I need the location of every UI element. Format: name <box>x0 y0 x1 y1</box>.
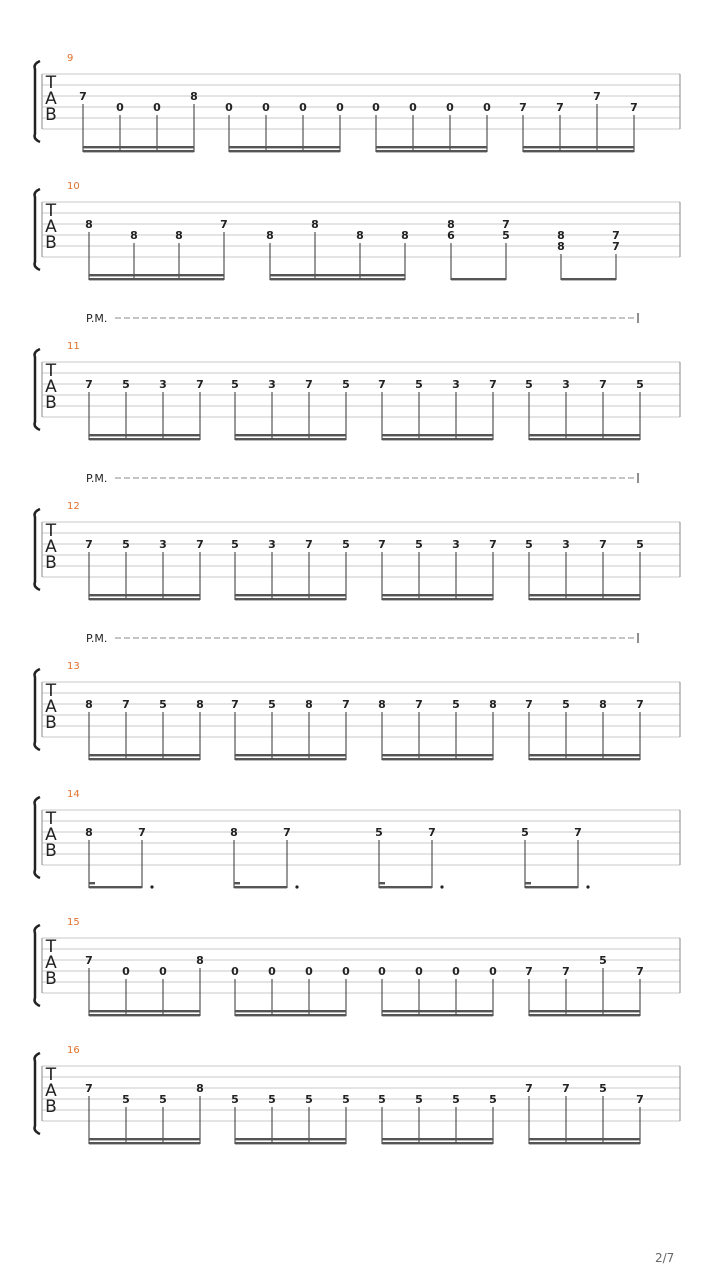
fret-number: 5 <box>452 1093 460 1106</box>
fret-number: 5 <box>378 1093 386 1106</box>
system-bracket <box>35 925 40 1006</box>
beam-secondary <box>235 758 346 760</box>
fret-number: 8 <box>356 229 364 242</box>
measure-number: 15 <box>67 917 80 928</box>
fret-number: 5 <box>122 378 130 391</box>
beam-primary <box>561 278 616 280</box>
beam-secondary <box>89 1014 200 1016</box>
fret-number: 7 <box>562 1082 570 1095</box>
fret-number: 0 <box>372 101 380 114</box>
palm-mute-label: P.M. <box>86 632 108 645</box>
fret-number: 3 <box>562 378 570 391</box>
fret-number: 3 <box>159 538 167 551</box>
fret-number: 0 <box>153 101 161 114</box>
beam-secondary <box>382 1142 493 1144</box>
beam-primary <box>89 594 200 596</box>
page-number: 2/7 <box>655 1251 675 1265</box>
fret-number: 7 <box>85 378 93 391</box>
fret-number: 7 <box>562 965 570 978</box>
fret-number: 5 <box>231 538 239 551</box>
fret-number: 7 <box>599 378 607 391</box>
beam-secondary <box>89 1142 200 1144</box>
beam-secondary <box>523 150 634 152</box>
fret-number: 0 <box>446 101 454 114</box>
beam-primary <box>235 594 346 596</box>
beam-secondary <box>235 1142 346 1144</box>
tab-clef-letter: A <box>45 953 57 973</box>
beam-primary <box>382 434 493 436</box>
tab-clef-letter: A <box>45 537 57 557</box>
tab-clef-letter: A <box>45 825 57 845</box>
dot-duration <box>586 885 589 888</box>
fret-number: 7 <box>220 218 228 231</box>
fret-number: 0 <box>159 965 167 978</box>
fret-number: 7 <box>231 698 239 711</box>
beam-partial <box>525 882 531 884</box>
fret-number: 0 <box>409 101 417 114</box>
beam-primary <box>382 1138 493 1140</box>
beam-primary <box>89 1138 200 1140</box>
beam-primary <box>270 278 405 280</box>
fret-number: 5 <box>268 698 276 711</box>
fret-number: 0 <box>262 101 270 114</box>
fret-number: 7 <box>122 698 130 711</box>
fret-number: 7 <box>415 698 423 711</box>
beam-secondary <box>382 438 493 440</box>
fret-number: 7 <box>612 229 620 242</box>
fret-number: 5 <box>159 1093 167 1106</box>
fret-number: 8 <box>85 698 93 711</box>
beam-primary <box>382 1010 493 1012</box>
system-bracket <box>35 189 40 270</box>
fret-number: 5 <box>305 1093 313 1106</box>
fret-number: 5 <box>415 538 423 551</box>
tab-clef-letter: A <box>45 1081 57 1101</box>
beam-secondary <box>83 150 194 152</box>
fret-number: 5 <box>525 538 533 551</box>
fret-number: 0 <box>231 965 239 978</box>
fret-number: 0 <box>452 965 460 978</box>
system-bracket <box>35 61 40 142</box>
tab-system <box>35 312 680 440</box>
beam-secondary <box>382 758 493 760</box>
beam-primary <box>376 146 487 148</box>
fret-number: 8 <box>401 229 409 242</box>
fret-number: 5 <box>268 1093 276 1106</box>
fret-number: 3 <box>268 538 276 551</box>
beam-secondary <box>382 1014 493 1016</box>
fret-number: 7 <box>574 826 582 839</box>
beam-primary <box>234 886 287 888</box>
fret-number: 3 <box>452 378 460 391</box>
beam-primary <box>382 594 493 596</box>
fret-number: 8 <box>599 698 607 711</box>
beam-primary <box>235 754 346 756</box>
beam-secondary <box>235 438 346 440</box>
beam-primary <box>525 886 578 888</box>
fret-number: 3 <box>562 538 570 551</box>
fret-number: 0 <box>415 965 423 978</box>
beam-primary <box>529 434 640 436</box>
fret-number: 8 <box>196 1082 204 1095</box>
fret-number: 6 <box>447 229 455 242</box>
fret-number: 7 <box>502 218 510 231</box>
fret-number: 7 <box>196 378 204 391</box>
fret-number: 5 <box>636 538 644 551</box>
fret-number: 5 <box>231 378 239 391</box>
fret-number: 7 <box>489 378 497 391</box>
system-bracket <box>35 509 40 590</box>
beam-secondary <box>529 1014 640 1016</box>
fret-number: 5 <box>562 698 570 711</box>
fret-number: 0 <box>305 965 313 978</box>
beam-primary <box>529 754 640 756</box>
fret-number: 7 <box>138 826 146 839</box>
fret-number: 7 <box>525 1082 533 1095</box>
beam-secondary <box>89 758 200 760</box>
fret-number: 5 <box>489 1093 497 1106</box>
beam-primary <box>89 886 142 888</box>
fret-number: 5 <box>122 538 130 551</box>
beam-primary <box>229 146 340 148</box>
fret-number: 0 <box>299 101 307 114</box>
beam-secondary <box>89 598 200 600</box>
tab-clef-letter: B <box>45 841 57 861</box>
fret-number: 8 <box>305 698 313 711</box>
tab-system <box>35 53 680 152</box>
fret-number: 5 <box>502 229 510 242</box>
fret-number: 7 <box>85 538 93 551</box>
beam-partial <box>234 882 240 884</box>
beam-primary <box>379 886 432 888</box>
tab-clef-letter: B <box>45 553 57 573</box>
beam-secondary <box>529 758 640 760</box>
beam-primary <box>89 754 200 756</box>
fret-number: 5 <box>342 1093 350 1106</box>
fret-number: 7 <box>79 90 87 103</box>
measure-number: 16 <box>67 1045 80 1056</box>
tab-system <box>35 789 680 889</box>
tab-clef-letter: T <box>45 937 57 957</box>
fret-number: 8 <box>447 218 455 231</box>
fret-number: 5 <box>415 378 423 391</box>
palm-mute-label: P.M. <box>86 312 108 325</box>
fret-number: 5 <box>599 954 607 967</box>
beam-secondary <box>529 1142 640 1144</box>
beam-secondary <box>376 150 487 152</box>
beam-primary <box>529 1010 640 1012</box>
system-bracket <box>35 1053 40 1134</box>
fret-number: 7 <box>305 538 313 551</box>
fret-number: 7 <box>283 826 291 839</box>
tab-system <box>35 181 680 280</box>
fret-number: 8 <box>85 218 93 231</box>
fret-number: 5 <box>521 826 529 839</box>
tab-clef-letter: B <box>45 233 57 253</box>
fret-number: 8 <box>311 218 319 231</box>
fret-number: 8 <box>190 90 198 103</box>
measure-number: 9 <box>67 53 74 64</box>
beam-secondary <box>382 598 493 600</box>
fret-number: 5 <box>415 1093 423 1106</box>
beam-primary <box>235 1138 346 1140</box>
fret-number: 7 <box>305 378 313 391</box>
tab-clef-letter: T <box>45 1065 57 1085</box>
fret-number: 0 <box>489 965 497 978</box>
fret-number: 8 <box>230 826 238 839</box>
dot-duration <box>150 885 153 888</box>
tab-system <box>35 917 680 1016</box>
beam-primary <box>523 146 634 148</box>
beam-secondary <box>229 150 340 152</box>
fret-number: 7 <box>636 698 644 711</box>
fret-number: 5 <box>452 698 460 711</box>
beam-primary <box>89 278 224 280</box>
fret-number: 3 <box>268 378 276 391</box>
system-bracket <box>35 669 40 750</box>
tab-clef-letter: B <box>45 1097 57 1117</box>
fret-number: 0 <box>116 101 124 114</box>
beam-primary <box>83 146 194 148</box>
beam-secondary <box>529 438 640 440</box>
tab-clef-letter: B <box>45 713 57 733</box>
fret-number: 0 <box>268 965 276 978</box>
fret-number: 5 <box>231 1093 239 1106</box>
tab-clef-letter: T <box>45 809 57 829</box>
fret-number: 7 <box>525 965 533 978</box>
tab-clef-letter: T <box>45 73 57 93</box>
tab-clef-letter: A <box>45 89 57 109</box>
system-bracket <box>35 349 40 430</box>
tab-clef-letter: B <box>45 969 57 989</box>
measure-number: 10 <box>67 181 80 192</box>
fret-number: 7 <box>630 101 638 114</box>
palm-mute-label: P.M. <box>86 472 108 485</box>
beam-secondary <box>89 438 200 440</box>
fret-number: 5 <box>599 1082 607 1095</box>
beam-primary <box>529 1138 640 1140</box>
fret-number: 8 <box>85 826 93 839</box>
fret-number: 0 <box>378 965 386 978</box>
beam-primary <box>89 1010 200 1012</box>
measure-number: 12 <box>67 501 80 512</box>
beam-primary <box>235 1010 346 1012</box>
beam-partial <box>379 882 385 884</box>
fret-number: 7 <box>519 101 527 114</box>
fret-number: 7 <box>593 90 601 103</box>
dot-duration <box>440 885 443 888</box>
beam-primary <box>89 434 200 436</box>
fret-number: 7 <box>342 698 350 711</box>
fret-number: 7 <box>556 101 564 114</box>
fret-number: 3 <box>452 538 460 551</box>
tab-clef-letter: A <box>45 697 57 717</box>
measure-number: 11 <box>67 341 80 352</box>
fret-number: 5 <box>525 378 533 391</box>
measure-number: 14 <box>67 789 80 800</box>
fret-number: 8 <box>378 698 386 711</box>
fret-number: 0 <box>336 101 344 114</box>
beam-secondary <box>529 598 640 600</box>
fret-number: 0 <box>483 101 491 114</box>
tab-clef-letter: A <box>45 377 57 397</box>
fret-number: 8 <box>130 229 138 242</box>
system-bracket <box>35 797 40 878</box>
beam-secondary <box>235 1014 346 1016</box>
fret-number: 0 <box>122 965 130 978</box>
tab-clef-letter: B <box>45 105 57 125</box>
tab-clef-letter: A <box>45 217 57 237</box>
fret-number: 7 <box>378 378 386 391</box>
fret-number: 5 <box>342 538 350 551</box>
beam-primary <box>529 594 640 596</box>
fret-number: 8 <box>557 229 565 242</box>
fret-number: 7 <box>489 538 497 551</box>
fret-number: 5 <box>375 826 383 839</box>
fret-number: 8 <box>489 698 497 711</box>
fret-number: 7 <box>599 538 607 551</box>
fret-number: 7 <box>378 538 386 551</box>
fret-number: 7 <box>612 240 620 253</box>
fret-number: 5 <box>636 378 644 391</box>
tab-clef-letter: T <box>45 521 57 541</box>
tab-clef-letter: T <box>45 681 57 701</box>
beam-secondary <box>89 274 224 276</box>
fret-number: 7 <box>525 698 533 711</box>
fret-number: 8 <box>196 698 204 711</box>
fret-number: 8 <box>175 229 183 242</box>
fret-number: 7 <box>428 826 436 839</box>
beam-secondary <box>235 598 346 600</box>
fret-number: 5 <box>342 378 350 391</box>
beam-partial <box>89 882 95 884</box>
tab-system <box>35 632 680 760</box>
fret-number: 7 <box>85 1082 93 1095</box>
tab-system <box>35 1045 680 1144</box>
beam-primary <box>451 278 506 280</box>
tab-system <box>35 472 680 600</box>
fret-number: 7 <box>196 538 204 551</box>
fret-number: 7 <box>636 965 644 978</box>
beam-secondary <box>270 274 405 276</box>
fret-number: 0 <box>342 965 350 978</box>
beam-primary <box>382 754 493 756</box>
fret-number: 7 <box>85 954 93 967</box>
fret-number: 7 <box>636 1093 644 1106</box>
tab-clef-letter: B <box>45 393 57 413</box>
fret-number: 8 <box>557 240 565 253</box>
fret-number: 5 <box>159 698 167 711</box>
beam-primary <box>235 434 346 436</box>
measure-number: 13 <box>67 661 80 672</box>
tab-clef-letter: T <box>45 201 57 221</box>
tab-clef-letter: T <box>45 361 57 381</box>
fret-number: 5 <box>122 1093 130 1106</box>
fret-number: 3 <box>159 378 167 391</box>
fret-number: 0 <box>225 101 233 114</box>
fret-number: 8 <box>266 229 274 242</box>
dot-duration <box>295 885 298 888</box>
fret-number: 8 <box>196 954 204 967</box>
